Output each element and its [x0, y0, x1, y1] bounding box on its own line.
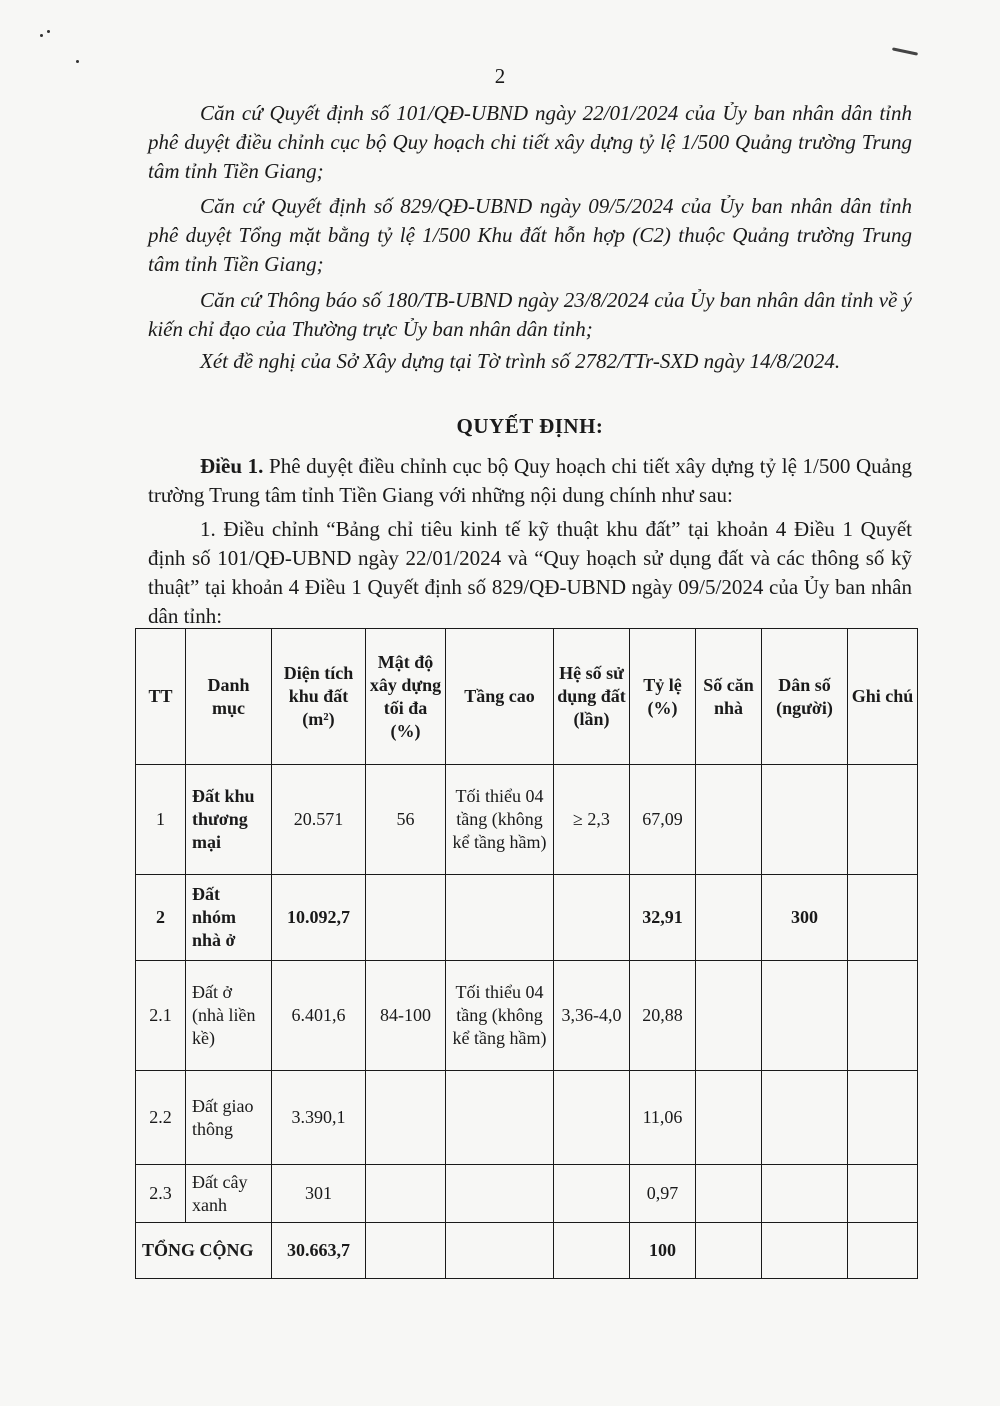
cell-far — [554, 1071, 630, 1165]
cell-ratio: 32,91 — [630, 875, 696, 961]
cell-far: ≥ 2,3 — [554, 765, 630, 875]
cell-floors — [446, 1071, 554, 1165]
total-floors — [446, 1223, 554, 1279]
header-ratio: Tỷ lệ (%) — [630, 629, 696, 765]
table-header-row — [136, 629, 918, 765]
total-label: TỔNG CỘNG — [136, 1223, 272, 1279]
cell-houses — [696, 961, 762, 1071]
legal-basis-1: Căn cứ Quyết định số 101/QĐ-UBND ngày 22/01/2024 của Ủy ban nhân dân tỉnh phê duyệt điều chỉnh cục bộ Quy hoạch chi tiết xây dựng tỷ lệ 1/500 Quảng trường Trung tâm tỉnh Tiền Giang; — [148, 101, 912, 183]
cell-floors: Tối thiểu 04 tầng (không kể tầng hầm) — [446, 961, 554, 1071]
cell-houses — [696, 1165, 762, 1223]
land-use-table — [135, 628, 918, 1279]
cell-category: Đất giao thông — [186, 1071, 272, 1165]
cell-houses — [696, 1071, 762, 1165]
cell-area: 3.390,1 — [272, 1071, 366, 1165]
article-1 — [148, 452, 912, 510]
cell-category: Đất cây xanh — [186, 1165, 272, 1223]
cell-houses — [696, 765, 762, 875]
header-houses: Số căn nhà — [696, 629, 762, 765]
cell-density — [366, 875, 446, 961]
cell-category: Đất nhóm nhà ở — [186, 875, 272, 961]
cell-houses — [696, 875, 762, 961]
legal-basis-4: Xét đề nghị của Sở Xây dựng tại Tờ trình số 2782/TTr-SXD ngày 14/8/2024. — [200, 349, 841, 373]
cell-density: 56 — [366, 765, 446, 875]
table-row — [136, 1165, 918, 1223]
cell-tt: 2.1 — [136, 961, 186, 1071]
cell-population: 300 — [762, 875, 848, 961]
page-number: 2 — [494, 64, 506, 88]
cell-note — [848, 875, 918, 961]
cell-floors: Tối thiểu 04 tầng (không kể tầng hầm) — [446, 765, 554, 875]
cell-density — [366, 1071, 446, 1165]
header-density: Mật độ xây dựng tối đa (%) — [366, 629, 446, 765]
cell-far — [554, 875, 630, 961]
cell-tt: 1 — [136, 765, 186, 875]
cell-note — [848, 961, 918, 1071]
cell-floors — [446, 1165, 554, 1223]
scan-speck — [40, 34, 43, 37]
table-row — [136, 875, 918, 961]
cell-area: 6.401,6 — [272, 961, 366, 1071]
cell-note — [848, 1071, 918, 1165]
cell-ratio: 20,88 — [630, 961, 696, 1071]
cell-ratio: 0,97 — [630, 1165, 696, 1223]
table-row — [136, 1071, 918, 1165]
cell-area: 20.571 — [272, 765, 366, 875]
cell-area: 301 — [272, 1165, 366, 1223]
total-note — [848, 1223, 918, 1279]
table-row — [136, 961, 918, 1071]
total-far — [554, 1223, 630, 1279]
header-far: Hệ số sử dụng đất (lần) — [554, 629, 630, 765]
header-population: Dân số (người) — [762, 629, 848, 765]
scan-speck — [47, 30, 50, 33]
table-total-row — [136, 1223, 918, 1279]
decision-heading: QUYẾT ĐỊNH: — [456, 414, 604, 438]
cell-tt: 2.3 — [136, 1165, 186, 1223]
legal-basis-2: Căn cứ Quyết định số 829/QĐ-UBND ngày 09/5/2024 của Ủy ban nhân dân tỉnh phê duyệt Tổng mặt bằng tỷ lệ 1/500 Khu đất hỗn hợp (C2) thuộc Quảng trường Trung tâm tỉnh Tiền Giang; — [148, 194, 912, 276]
cell-far: 3,36-4,0 — [554, 961, 630, 1071]
article-1-text: Phê duyệt điều chỉnh cục bộ Quy hoạch chi tiết xây dựng tỷ lệ 1/500 Quảng trường Trung tâm tỉnh Tiền Giang với những nội dung chính như sau: — [148, 454, 912, 507]
scan-mark — [892, 47, 918, 55]
header-floors: Tầng cao — [446, 629, 554, 765]
article-1-label: Điều 1. — [200, 454, 264, 478]
total-density — [366, 1223, 446, 1279]
cell-area: 10.092,7 — [272, 875, 366, 961]
cell-population — [762, 765, 848, 875]
total-population — [762, 1223, 848, 1279]
header-note: Ghi chú — [848, 629, 918, 765]
item-1: 1. Điều chỉnh “Bảng chỉ tiêu kinh tế kỹ thuật khu đất” tại khoản 4 Điều 1 Quyết định số 101/QĐ-UBND ngày 22/01/2024 và “Quy hoạch sử dụng đất và các thông số kỹ thuật” tại khoản 4 Điều 1 Quyết định số 829/QĐ-UBND ngày 09/5/2024 của Ủy ban nhân dân tỉnh: — [148, 517, 912, 628]
cell-tt: 2 — [136, 875, 186, 961]
cell-note — [848, 765, 918, 875]
header-area: Diện tích khu đất (m²) — [272, 629, 366, 765]
cell-ratio: 11,06 — [630, 1071, 696, 1165]
cell-far — [554, 1165, 630, 1223]
cell-tt: 2.2 — [136, 1071, 186, 1165]
legal-basis-3: Căn cứ Thông báo số 180/TB-UBND ngày 23/8/2024 của Ủy ban nhân dân tỉnh về ý kiến chỉ đạo của Thường trực Ủy ban nhân dân tỉnh; — [148, 288, 912, 341]
cell-population — [762, 1071, 848, 1165]
cell-ratio: 67,09 — [630, 765, 696, 875]
total-area: 30.663,7 — [272, 1223, 366, 1279]
cell-category: Đất khu thương mại — [186, 765, 272, 875]
table-row — [136, 765, 918, 875]
total-houses — [696, 1223, 762, 1279]
cell-population — [762, 961, 848, 1071]
scan-speck — [76, 60, 79, 63]
cell-population — [762, 1165, 848, 1223]
cell-note — [848, 1165, 918, 1223]
header-category: Danh mục — [186, 629, 272, 765]
header-tt: TT — [136, 629, 186, 765]
cell-density — [366, 1165, 446, 1223]
total-ratio: 100 — [630, 1223, 696, 1279]
cell-floors — [446, 875, 554, 961]
cell-density: 84-100 — [366, 961, 446, 1071]
cell-category: Đất ở (nhà liền kề) — [186, 961, 272, 1071]
